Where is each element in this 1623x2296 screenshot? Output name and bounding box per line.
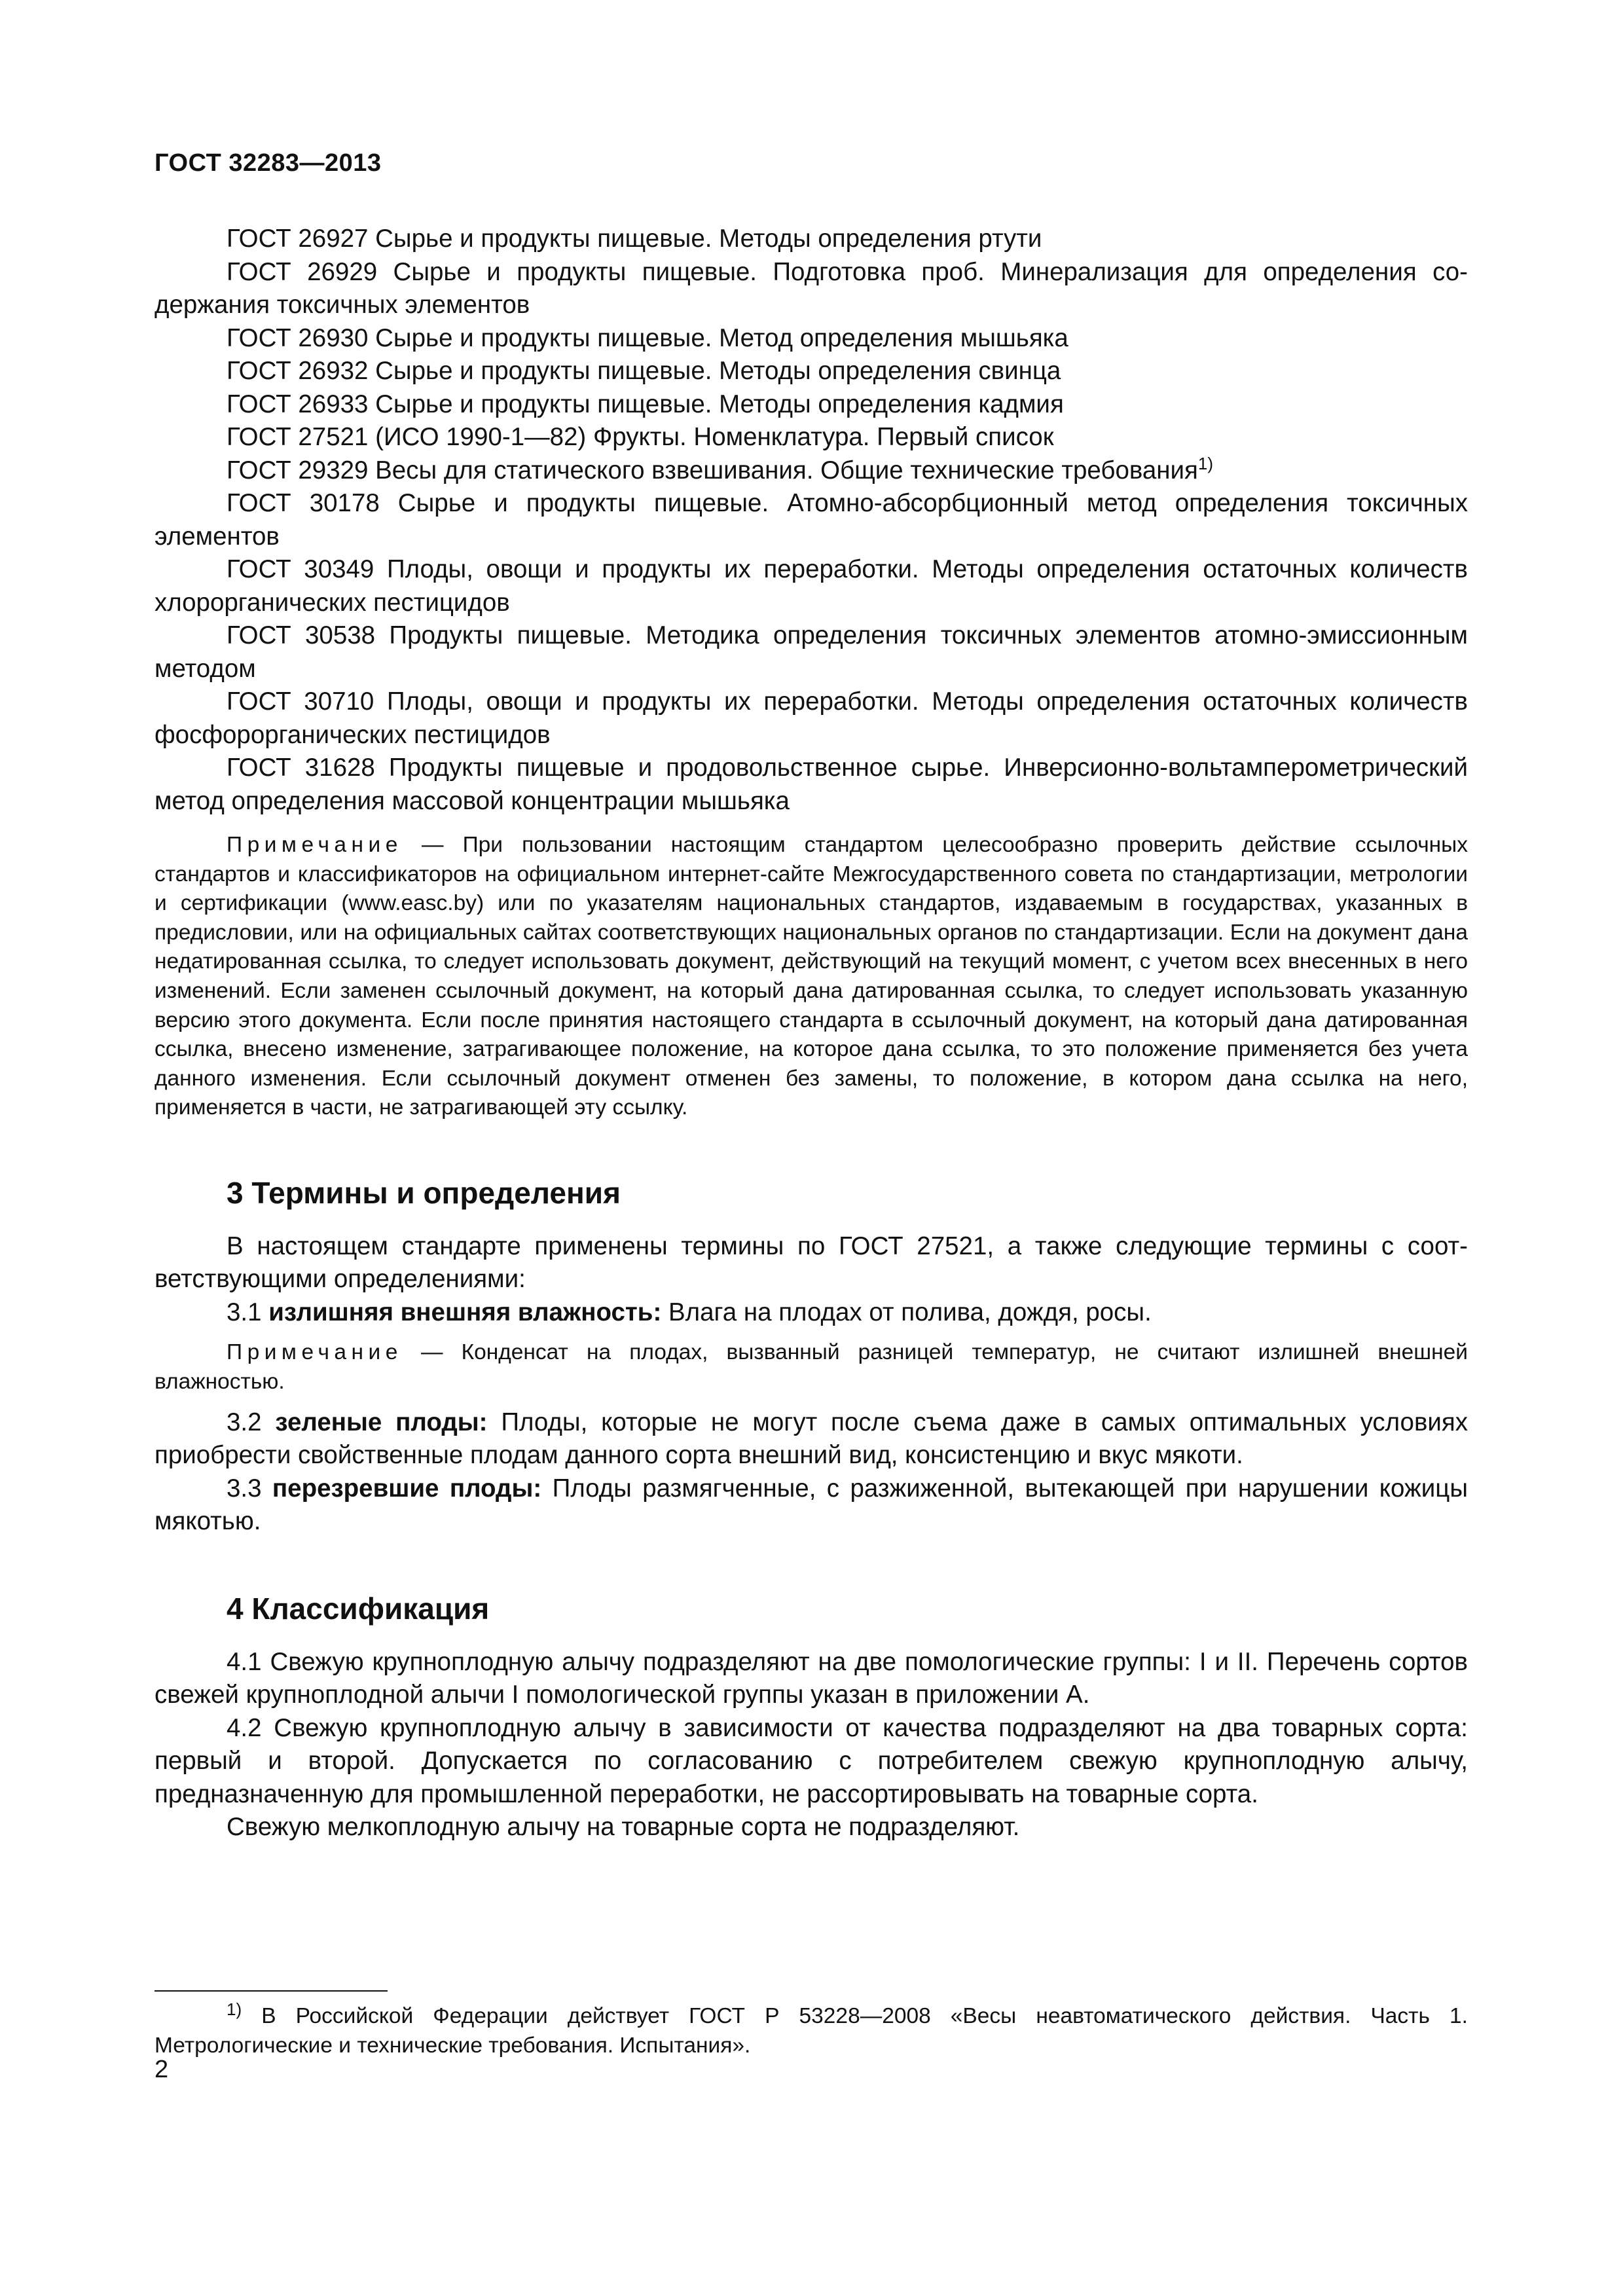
note-text: — Конденсат на плодах, вызванный разницей температур, не считают излишней внешней влажностью.	[155, 1340, 1468, 1394]
reference-item: ГОСТ 26932 Сырье и продукты пищевые. Методы определения свинца	[227, 357, 1061, 385]
section-4-heading: 4 Классификация	[227, 1591, 490, 1626]
reference-item: ГОСТ 27521 (ИСО 1990-1—82) Фрукты. Номенклатура. Первый список	[227, 423, 1054, 451]
clause-4-3: Свежую мелкоплодную алычу на товарные сорта не подразделяют.	[227, 1813, 1020, 1842]
term-3-2: 3.2 зеленые плоды: Плоды, которые не могут после съема даже в самых оптимальных условиях приобрести свойственные плодам данного сорта внешний вид, консистенцию и вкус мякоти.	[155, 1408, 1468, 1470]
reference-item: ГОСТ 26929 Сырье и продукты пищевые. Подготовка проб. Минерализация для определения содержания токсичных элементов	[155, 257, 1468, 319]
reference-item: ГОСТ 30538 Продукты пищевые. Методика определения токсичных элементов атомно-эмиссионным методом	[155, 621, 1468, 683]
term-3-1: 3.1 излишняя внешняя влажность: Влага на плодах от полива, дождя, росы.	[227, 1298, 1152, 1326]
references-note	[155, 831, 1468, 1123]
note-label: Примечание	[227, 1340, 403, 1365]
reference-item: ГОСТ 26927 Сырье и продукты пищевые. Методы определения ртути	[227, 225, 1042, 253]
note-label: Примечание	[227, 833, 403, 857]
clause-4-1: 4.1 Свежую крупноплодную алычу подразделяют на две помологические группы: I и II. Перечень сортов свежей крупноплодной алычи I помологической группы указан в приложении А.	[155, 1647, 1468, 1709]
term-3-1-name: излишняя внешняя влажность:	[268, 1298, 662, 1326]
references-list	[155, 223, 1468, 818]
note-text: — При пользовании настоящим стандартом целесообразно проверить действие ссылочных стандартов и классификаторов на официальном интернет-сайте Межгосударственного совета по стандартизации, метрологии и сертификации (www.easc.by) или по указателям национальных стандартов, издаваемым в государствах, указанных в предисловии, или на официальных сайтах соответствующих национальных органов по стандартизации. Если на документ дана недатированная ссылка, то следует использовать документ, действующий на текущий момент, с учетом всех внесенных в него изменений. Если заменен ссылочный документ, на который дана датированная ссылка, то следует использовать указанную версию этого документа. Если после принятия настоящего стандарта в ссылочный документ, на который дана датированная ссылка, внесено изменение, затрагивающее положение, на которое дана ссылка, то это положение применяется без учета данного изменения. Если ссылочный документ отменен без замены, то положение, в котором дана ссылка на него, применяется в части, не затрагивающей эту ссылку.	[155, 833, 1468, 1120]
reference-item: ГОСТ 30349 Плоды, овощи и продукты их переработки. Методы определения остаточных количеств хлорорганических пестицидов	[155, 555, 1468, 617]
term-3-1-note	[155, 1338, 1468, 1396]
footnote	[155, 1999, 1468, 2060]
page-number: 2	[155, 2056, 169, 2083]
section-3-intro: В настоящем стандарте применены термины по ГОСТ 27521, а также следующие термины с соответствующими определениями:	[155, 1231, 1468, 1294]
page-body	[155, 223, 1468, 1844]
term-3-3-name: перезревшие плоды:	[272, 1474, 542, 1503]
footnote-separator	[155, 1990, 388, 1992]
clause-4-2: 4.2 Свежую крупноплодную алычу в зависимости от качества подразделяют на два товарных сорта: первый и второй. Допускается по согласованию с потребителем свежую крупноплодную алычу, предназначенную для промышленной переработки, не рассортировывать на товарные сорта.	[155, 1713, 1468, 1808]
footnote-reference-mark: 1)	[1197, 453, 1214, 473]
term-3-2-name: зеленые плоды:	[275, 1408, 488, 1436]
footnote-mark: 1)	[227, 1999, 242, 2019]
document-code-header: ГОСТ 32283—2013	[155, 149, 382, 177]
reference-item: ГОСТ 29329 Весы для статического взвешивания. Общие технические требования$^{1)}$	[227, 453, 1214, 484]
term-3-3: 3.3 перезревшие плоды: Плоды размягченные, с разжиженной, вытекающей при нарушении кожицы мякотью.	[155, 1474, 1468, 1536]
footnote-text: В Российской Федерации действует ГОСТ Р 53228—2008 «Весы неавтоматического действия. Часть 1. Метрологические и технические требования. Испытания».	[155, 2004, 1468, 2058]
reference-item: ГОСТ 26933 Сырье и продукты пищевые. Методы определения кадмия	[227, 390, 1064, 418]
reference-item: ГОСТ 31628 Продукты пищевые и продовольственное сырье. Инверсионно-вольтамперометрический метод определения массовой концентрации мышьяка	[155, 754, 1468, 815]
reference-item: ГОСТ 30178 Сырье и продукты пищевые. Атомно-абсорбционный метод определения токсичных элементов	[155, 489, 1468, 551]
reference-item: ГОСТ 30710 Плоды, овощи и продукты их переработки. Методы определения остаточных количеств фосфорорганических пестицидов	[155, 687, 1468, 749]
section-3-heading: 3 Термины и определения	[227, 1175, 621, 1210]
reference-item: ГОСТ 26930 Сырье и продукты пищевые. Метод определения мышьяка	[227, 323, 1068, 352]
